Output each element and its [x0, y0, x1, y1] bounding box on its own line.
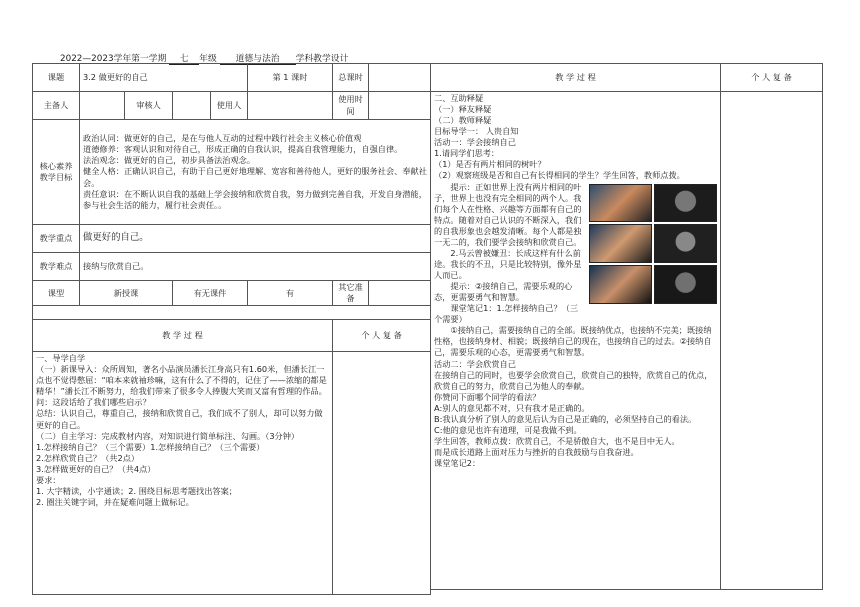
goals-content — [80, 120, 431, 225]
process-line: 活动二：学会欣赏自己 — [434, 358, 516, 369]
review-content — [333, 352, 431, 595]
process-line: 你赞同下面哪个同学的看法？ — [434, 391, 541, 402]
process-line: 提示：②接纳自己，需要乐观的心态，更需要勇气和智慧。 — [434, 281, 573, 303]
process-line: 要求： — [36, 474, 61, 485]
right-lesson-table — [430, 63, 823, 590]
process-line: C:他的意见也许有道理，可是我做不到。 — [434, 424, 582, 435]
process-line: 1.怎样接纳自己？（三个需要）1.怎样接纳自己？（三个需要） — [36, 441, 265, 452]
total-periods-label: 总课时 — [333, 64, 369, 92]
other-prep-value — [369, 281, 431, 306]
other-prep-label: 其它准备 — [333, 281, 369, 306]
process-line: 2.马云曾被嫌丑：长成这样有什么前途。我长的不丑，只是比较特别，像外星人而已。 — [434, 247, 582, 280]
preparer-label: 主备人 — [33, 92, 80, 120]
process-line: （一）新课导入：众所周知，著名小品演员潘长江身高只有1.60米，但潘长江一点也不觉得憋屈：“咱本来就袖珍嘛，这有什么了不得的，记住了——浓缩的都是精华！”潘长江不断努力，给我们带来了很多令人捧腹大笑而又富有哲理的作品。 — [36, 364, 327, 397]
goal-line: 责任意识：在不断认识自我的基础上学会接纳和欣赏自我，努力做到完善自我，开发自身潜能，参与社会生活的能力，履行社会责任。。 — [83, 188, 427, 210]
school-year: 2022—2023 — [60, 54, 114, 64]
process-line: B:我认真分析了别人的意见后认为自己是正确的，必须坚持自己的看法。 — [434, 413, 697, 424]
process-content-right — [431, 92, 721, 590]
difficult-point-label: 教学难点 — [33, 253, 80, 281]
process-line: 活动一：学会接纳自己 — [434, 137, 516, 148]
goal-line: 法治观念：做更好的自己，初步具备法治观念。 — [83, 155, 255, 166]
goals-label: 核心素养教学目标 — [33, 120, 80, 225]
process-line: 而是成长道路上面对压力与挫折的自我鼓励与自我奋进。 — [434, 447, 639, 457]
photo-image — [589, 224, 652, 263]
lesson-type-value: 新授课 — [80, 281, 173, 306]
use-time-value — [369, 92, 431, 120]
face-photo-grid — [589, 184, 717, 304]
process-line: （1）是否有两片相同的树叶？ — [434, 159, 546, 170]
process-line: 总结：认识自己，尊重自己，接纳和欣赏自己，我们成不了别人，却可以努力做更好的自己。 — [36, 408, 323, 430]
grade-value: 七 — [169, 51, 199, 65]
process-line: 问：这段话给了我们哪些启示？ — [36, 397, 151, 408]
process-line: （2）观察班级是否和自己有长得相同的学生？学生回答，教师点拨。 — [434, 170, 685, 181]
process-line: A:别人的意见都不对，只有我才是正确的。 — [434, 402, 590, 413]
photo-image — [589, 265, 652, 304]
process-line: 一、导学自学 — [36, 353, 86, 364]
process-line: 二、互助释疑 — [434, 93, 484, 103]
photo-image — [589, 184, 652, 223]
preparer-value — [80, 92, 125, 120]
process-line: 课堂笔记2： — [434, 458, 481, 469]
process-line: 目标导学一： 人贵自知 — [434, 126, 519, 137]
lesson-type-label: 课型 — [33, 281, 80, 306]
process-line: ①接纳自己，需要接纳自己的全部。既接纳优点，也接纳不完美；既接纳性格，也接纳身材、相貌；既接纳自己的现在，也接纳自己的过去。②接纳自己，需要乐观的心态，更需要勇气和智慧。 — [434, 325, 712, 358]
review-heading-right: 个 人 复 备 — [721, 64, 823, 92]
process-content — [33, 352, 333, 595]
review-heading: 个 人 复 备 — [333, 320, 431, 352]
reviewer-label: 审核人 — [125, 92, 173, 120]
user-label: 使用人 — [211, 92, 248, 120]
process-line: （一）释友释疑 — [434, 104, 492, 115]
process-line: 3.怎样做更好的自己？（共4点） — [36, 463, 156, 474]
user-value — [248, 92, 333, 120]
goal-line: 政治认同：做更好的自己，是在与他人互动的过程中践行社会主义核心价值观 — [83, 133, 362, 144]
goal-line: 道德修养：客观认识和对待自己，形成正确的自我认识，提高自我管理能力，自强自律。 — [83, 144, 403, 155]
photo-image — [654, 265, 717, 304]
left-lesson-table — [32, 63, 431, 595]
process-line: 在接纳自己的同时，也要学会欣赏自己，欣赏自己的独特，欣赏自己的优点，欣赏自己的努力，欣赏自己为他人的奉献。 — [434, 369, 713, 391]
key-point-value: 做更好的自己。 — [80, 225, 431, 253]
grade-label: 年级 — [199, 54, 217, 64]
spacer-row — [33, 306, 431, 320]
process-line: 学生回答，教师点拨：欣赏自己，不是骄傲自大，也不是目中无人。 — [434, 435, 680, 446]
key-point-label: 教学重点 — [33, 225, 80, 253]
photo-image — [654, 224, 717, 263]
process-line: 课堂笔记1：1.怎样接纳自己？（三个需要） — [434, 303, 579, 325]
period-value: 第 1 课时 — [248, 64, 333, 92]
process-line: 1. 大字精读，小字通读；2. 围绕目标思考题找出答案； — [36, 485, 237, 496]
reviewer-value — [173, 92, 211, 120]
courseware-label: 有无课件 — [173, 281, 248, 306]
topic-value: 3.2 做更好的自己 — [80, 64, 248, 92]
semester-label: 学年第一学期 — [113, 54, 167, 64]
goal-line: 健全人格：正确认识自己，有助于自己更好地理解、宽容和善待他人，更好的服务社会、奉献社会。 — [83, 166, 427, 188]
photo-image — [654, 184, 717, 223]
topic-label: 课题 — [33, 64, 80, 92]
total-periods-value — [369, 64, 431, 92]
subject-value: 道德与法治 — [220, 51, 296, 65]
courseware-value: 有 — [248, 281, 333, 306]
process-line: 2. 圈注关键字词，并在疑难问题上做标记。 — [36, 496, 194, 507]
process-heading-right: 教 学 过 程 — [431, 64, 721, 92]
process-line: （二）自主学习：完成教材内容，对知识进行简单标注、勾画。（3分钟） — [36, 430, 300, 441]
difficult-point-value: 接纳与欣赏自己。 — [80, 253, 431, 281]
review-content-right — [721, 92, 823, 590]
process-line: （二）教师释疑 — [434, 115, 492, 126]
process-line: 1.请同学们思考： — [434, 148, 500, 159]
use-time-label: 使用时间 — [333, 92, 369, 120]
design-label: 学科教学设计 — [295, 54, 349, 64]
process-line: 提示：正如世界上没有两片相同的叶子，世界上也没有完全相同的两个人。我们每个人在性格、兴趣等方面都有自己的特点。随着对自己认识的不断深入，我们的自我形象也会越发清晰。每个人都是独一无二的，我们要学会接纳和欣赏自己。 — [434, 181, 582, 247]
process-heading: 教 学 过 程 — [33, 320, 333, 352]
process-line: 2.怎样欣赏自己？（共2点） — [36, 452, 140, 463]
